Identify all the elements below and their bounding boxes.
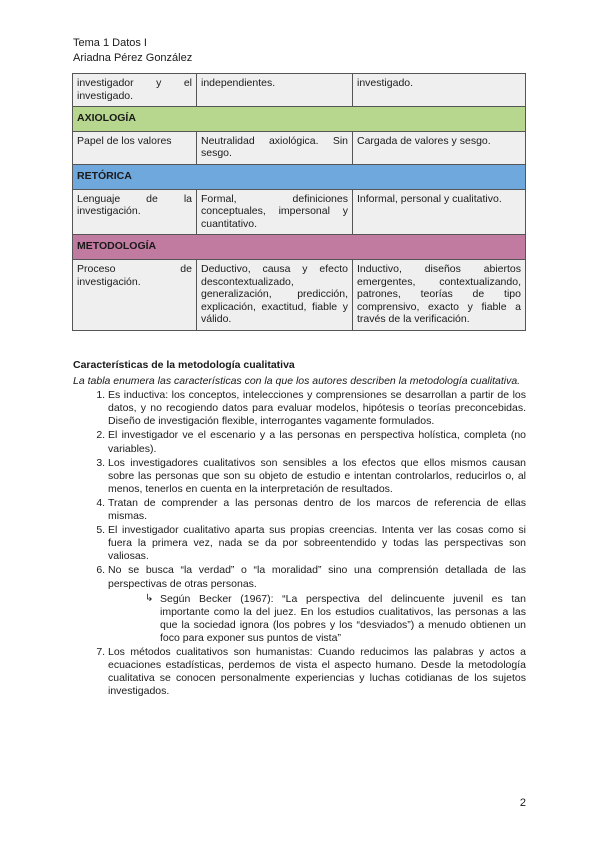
table-cell: Informal, personal y cualitativo. [353,189,526,235]
section-row-retorica [73,164,526,189]
quote-text: Según Becker (1967): “La perspectiva del delincuente juvenil es tan importante como la del juez. En los estudios cualitativos, las personas a las que la sociedad ignora (los pobres y los “desviados”) a menudo obtienen un foco para exponer sus puntos de vista” [160,592,526,644]
table-row [73,131,526,164]
table-cell: investigado. [353,74,526,107]
section-heading: METODOLOGÍA [73,235,526,260]
list-item: 4. Tratan de comprender a las personas dentro de los marcos de referencia de ellas mismas. [108,497,526,523]
page-header [73,36,192,66]
list-item: 1. Es inductiva: los conceptos, intelecciones y comprensiones se desarrollan a partir de los datos, y no recogiendo datos para evaluar modelos, hipótesis o teorías preconcebidas. Diseño de investigación flexible, interrogantes vagamente formulados. [108,389,526,428]
section-body [73,359,526,699]
table-cell: Formal, definiciones conceptuales, impersonal y cuantitativo. [197,189,353,235]
section-row-axiologia [73,107,526,132]
page-number: 2 [519,797,526,809]
list-item: 3. Los investigadores cualitativos son sensibles a los efectos que ellos mismos causan sobre las personas que son su objeto de estudio e intentan controlarlos, reducirlos o, al menos, tenerlos en cuenta en la interpretación de resultados. [108,457,526,496]
section-title: Características de la metodología cualitativa [73,359,295,371]
table-cell: Deductivo, causa y efecto descontextualizado, generalización, predicción, explicación, exactitud, fiable y válido. [197,259,353,330]
table-cell: Lenguaje de la investigación. [73,189,197,235]
list-item [108,564,526,645]
table-cell: Papel de los valores [73,131,197,164]
becker-quote [145,593,526,645]
section-row-metodologia [73,235,526,260]
comparison-table [72,73,526,331]
table-row [73,74,526,107]
header-course: Tema 1 Datos I [73,37,147,49]
table-cell: independientes. [197,74,353,107]
table-cell: investigador y el investigado. [73,74,197,107]
table-row [73,259,526,330]
list-item: 7. Los métodos cualitativos son humanistas: Cuando reducimos las palabras y actos a ecuaciones estadísticas, perdemos de vista el aspecto humano. Desde la metodología cualitativa se conocen personalmente experiencias y luchas cotidianas de los sujetos investigados. [108,646,526,698]
table-cell: Inductivo, diseños abiertos emergentes, contextualizando, patrones, teorías de tipo comprensivo, exacto y fiable a través de la verificación. [353,259,526,330]
list-item: 5. El investigador cualitativo aparta sus propias creencias. Intenta ver las cosas como si fuera la primera vez, nada se da por sobreentendido y todas las perspectivas son valiosas. [108,524,526,563]
section-intro: La tabla enumera las características con la que los autores describen la metodología cualitativa. [73,375,521,388]
table-row [73,189,526,235]
section-heading: RETÓRICA [73,164,526,189]
header-author: Ariadna Pérez González [73,52,193,64]
characteristics-list [73,389,526,698]
table-cell: Proceso de investigación. [73,259,197,330]
section-heading: AXIOLOGÍA [73,107,526,132]
list-item: 2. El investigador ve el escenario y a las personas en perspectiva holística, completa (no variables). [108,429,526,455]
table-cell: Cargada de valores y sesgo. [353,131,526,164]
table-cell: Neutralidad axiológica. Sin sesgo. [197,131,353,164]
sub-arrow-icon: ↳ [145,592,154,604]
list-item-text: No se busca “la verdad” o “la moralidad” sino una comprensión detallada de las perspectivas de otras personas. [108,564,526,590]
